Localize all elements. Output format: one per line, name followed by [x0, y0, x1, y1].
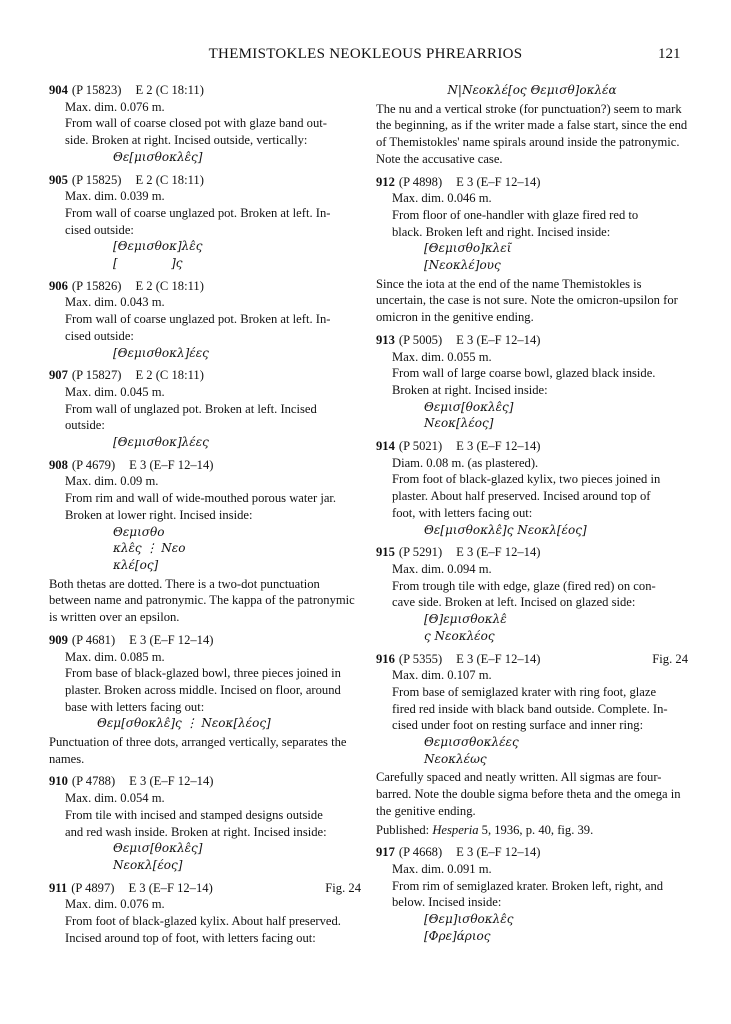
description-line: Max. dim. 0.039 m.: [65, 189, 165, 204]
commentary: Carefully spaced and neatly written. All sigmas are four-barred. Note the double sigma before theta and the omega in the genitive ending.: [376, 770, 681, 818]
description-line: Max. dim. 0.046 m.: [392, 191, 492, 206]
description-line: From wall of large coarse bowl, glazed black inside.: [392, 366, 656, 381]
inventory-number: (P 4681): [71, 632, 116, 647]
inventory-number: (P 4668): [398, 845, 443, 860]
deposit-period: E 3 (E–F 12–14): [129, 632, 214, 647]
deposit-period: E 2 (C 18:11): [135, 83, 204, 97]
figure-reference: Fig. 24: [652, 651, 688, 666]
description-line: cised outside:: [65, 328, 134, 343]
entry-number: 904: [49, 83, 68, 97]
published-label: Published:: [376, 822, 433, 837]
entry-906: [49, 278, 361, 362]
inscription-line: [Θεμ]ισθοκλε̂ς: [424, 912, 514, 927]
description-line: Max. dim. 0.107 m.: [392, 668, 492, 683]
entry-heading: [376, 544, 688, 561]
entry-number: 914: [376, 439, 395, 454]
description-line: cised outside:: [65, 222, 134, 237]
commentary: Both thetas are dotted. There is a two-dot punctuation between name and patronymic. The kappa of the patronymic is written over an epsilon.: [49, 576, 355, 625]
inscription-line: ς Νεοκλέος: [424, 628, 495, 643]
entry-number: 906: [49, 278, 68, 293]
entry-904: [49, 82, 361, 166]
deposit-period: E 3 (E–F 12–14): [456, 545, 541, 560]
inscription-line: Θε[μισθοκλε̂]ς Νεοκλ[έος]: [424, 522, 587, 537]
description-line: Max. dim. 0.055 m.: [392, 349, 492, 364]
description-line: foot, with letters facing out:: [392, 505, 533, 520]
entry-heading: [49, 632, 361, 649]
description-line: Max. dim. 0.043 m.: [65, 295, 165, 310]
inventory-number: (P 15827): [71, 368, 122, 383]
description-line: Max. dim. 0.085 m.: [65, 649, 165, 664]
entry-number: 907: [49, 368, 68, 383]
description-line: From wall of unglazed pot. Broken at left. Incised: [65, 401, 317, 416]
description-line: From wall of coarse unglazed pot. Broken at left. In-: [65, 312, 331, 327]
inscription-line: Θεμισ[θοκλε̂ς]: [424, 399, 514, 414]
deposit-period: E 3 (E–F 12–14): [129, 457, 214, 472]
description-line: Max. dim. 0.076 m.: [65, 99, 165, 114]
entry-912: [376, 174, 688, 326]
entry-heading: [49, 880, 361, 897]
description-line: From rim of semiglazed krater. Broken left, right, and: [392, 878, 664, 893]
inscription-line: Ν|Νεοκλέ[ος Θεμισθ]οκλέα: [447, 83, 617, 97]
commentary: Punctuation of three dots, arranged vertically, separates the names.: [49, 735, 347, 766]
description-line: side. Broken at right. Incised outside, vertically:: [65, 133, 308, 148]
description-line: Max. dim. 0.091 m.: [392, 861, 492, 876]
inscription-line: Νεοκλ[έος]: [113, 857, 183, 872]
inscription-line: [ ]ς: [113, 256, 183, 271]
description-line: From floor of one-handler with glaze fired red to: [392, 207, 639, 222]
entry-number: 912: [376, 174, 395, 189]
running-title: THEMISTOKLES NEOKLEOUS PHREARRIOS: [208, 46, 523, 62]
deposit-period: E 3 (E–F 12–14): [456, 174, 541, 189]
entry-915: [376, 544, 688, 644]
entry-911: [49, 880, 361, 947]
inventory-number: (P 4679): [71, 457, 116, 472]
entry-908: [49, 457, 361, 626]
inventory-number: (P 5291): [398, 545, 443, 560]
inscription-line: Θεμισθο: [113, 524, 165, 539]
entry-heading: [376, 332, 688, 349]
deposit-period: E 3 (E–F 12–14): [456, 845, 541, 860]
description-line: cave side. Broken at left. Incised on glazed side:: [392, 595, 636, 610]
deposit-period: E 3 (E–F 12–14): [456, 651, 541, 666]
description-line: Max. dim. 0.09 m.: [65, 474, 159, 489]
description-line: Max. dim. 0.054 m.: [65, 791, 165, 806]
entry-910: [49, 773, 361, 873]
description-line: plaster. About half preserved. Incised around top of: [392, 489, 651, 504]
entry-heading: [376, 651, 688, 668]
inscription-line: [Θ]εμισθοκλε̂: [424, 612, 507, 627]
page-number: 121: [658, 46, 681, 62]
description-line: outside:: [65, 418, 105, 433]
description-line: Diam. 0.08 m. (as plastered).: [392, 455, 539, 470]
entry-917: [376, 844, 688, 944]
deposit-period: E 3 (E–F 12–14): [456, 439, 541, 454]
left-column: [49, 82, 361, 952]
entry-heading: [49, 457, 361, 474]
entry-916: [376, 651, 688, 839]
inscription-line: [Φρε]άριος: [424, 928, 491, 943]
entry-913: [376, 332, 688, 432]
entry-heading: [49, 773, 361, 790]
inventory-number: (P 5021): [398, 439, 443, 454]
entry-905: [49, 172, 361, 272]
description-line: Broken at right. Incised inside:: [392, 382, 548, 397]
description-line: black. Broken left and right. Incised inside:: [392, 224, 611, 239]
description-line: fired red inside with black band outside. Complete. In-: [392, 701, 668, 716]
description-line: From base of semiglazed krater with ring foot, glaze: [392, 684, 657, 699]
entry-heading: [376, 844, 688, 861]
description-line: and red wash inside. Broken at right. Incised inside:: [65, 824, 327, 839]
entry-number: 908: [49, 457, 68, 472]
entry-907: [49, 367, 361, 451]
inscription-line: [Νεοκλέ]ους: [424, 258, 501, 273]
entry-heading: [49, 367, 361, 384]
description-line: Max. dim. 0.045 m.: [65, 384, 165, 399]
entry-number: 909: [49, 632, 68, 647]
description-line: plaster. Broken across middle. Incised on floor, around: [65, 682, 341, 697]
entry-number: 913: [376, 332, 395, 347]
inscription-line: Θεμ[σθοκλε̂]ς ⋮ Νεοκ[λέος]: [97, 716, 271, 731]
inscription-line: Νεοκλέως: [424, 751, 487, 766]
deposit-period: E 3 (E–F 12–14): [456, 332, 541, 347]
figure-reference: Fig. 24: [325, 880, 361, 895]
inscription-line: [Θεμισθοκλ]έες: [113, 345, 209, 360]
description-line: From base of black-glazed bowl, three pieces joined in: [65, 666, 341, 681]
description-line: From rim and wall of wide-mouthed porous water jar.: [65, 491, 337, 506]
entry-number: 910: [49, 774, 68, 789]
entry-number: 916: [376, 651, 395, 666]
entry-914: [376, 438, 688, 538]
entry-number: 915: [376, 545, 395, 560]
deposit-period: E 2 (C 18:11): [135, 278, 204, 293]
description-line: From tile with incised and stamped designs outside: [65, 807, 323, 822]
inscription-line: Θεμισ[θοκλε̂ς]: [113, 841, 203, 856]
inscription-line: Θε[μισθοκλε̂ς]: [113, 149, 203, 164]
inventory-number: (P 5355): [398, 651, 443, 666]
description-line: From trough tile with edge, glaze (fired red) on con-: [392, 578, 656, 593]
deposit-period: E 3 (E–F 12–14): [128, 880, 213, 895]
description-line: From foot of black-glazed kylix, two pieces joined in: [392, 472, 661, 487]
inventory-number: (P 15823): [71, 83, 122, 97]
deposit-period: E 2 (C 18:11): [135, 368, 204, 383]
entry-909: [49, 632, 361, 768]
inscription-line: κλε̂ς ⋮ Νεο: [113, 541, 186, 556]
right-column: [376, 82, 688, 950]
inscription-line: [Θεμισθο]κλεῖ: [424, 241, 512, 256]
description-line: Incised around top of foot, with letters facing out:: [65, 930, 316, 945]
inventory-number: (P 15825): [71, 172, 122, 187]
inventory-number: (P 5005): [398, 332, 443, 347]
entry-heading: [376, 438, 688, 455]
publication-reference: [376, 822, 688, 839]
entry-number: 917: [376, 845, 395, 860]
published-details: 5, 1936, p. 40, fig. 39.: [478, 822, 594, 837]
description-line: Max. dim. 0.076 m.: [65, 897, 165, 912]
entry-heading: [49, 278, 361, 295]
description-line: From wall of coarse unglazed pot. Broken at left. In-: [65, 205, 331, 220]
entry-heading: [49, 172, 361, 189]
journal-title: Hesperia: [432, 822, 479, 837]
entry-number: 911: [49, 880, 68, 895]
inventory-number: (P 4788): [71, 774, 116, 789]
inventory-number: (P 4898): [398, 174, 443, 189]
description-line: Max. dim. 0.094 m.: [392, 561, 492, 576]
inventory-number: (P 15826): [71, 278, 122, 293]
description-line: cised under foot on resting surface and inner ring:: [392, 718, 644, 733]
description-line: base with letters facing out:: [65, 699, 205, 714]
entry-number: 905: [49, 172, 68, 187]
description-line: From foot of black-glazed kylix. About half preserved.: [65, 914, 341, 929]
deposit-period: E 3 (E–F 12–14): [129, 774, 214, 789]
entry-heading: [376, 174, 688, 191]
description-line: Broken at lower right. Incised inside:: [65, 507, 253, 522]
description-line: below. Incised inside:: [392, 895, 502, 910]
inscription-line: Θεμισσθοκλέες: [424, 735, 519, 750]
inscription-line: [Θεμισθοκ]λε̂ς: [113, 239, 203, 254]
inscription-line: [Θεμισθοκ]λέες: [113, 435, 209, 450]
inscription-line: κλέ[ος]: [113, 557, 159, 572]
description-line: From wall of coarse closed pot with glaze band out-: [65, 116, 327, 131]
commentary: The nu and a vertical stroke (for punctuation?) seem to mark the beginning, as if the writer made a false start, since the end of Themistokles' name spirals around inside the patronymic. Note the accusative case.: [376, 101, 688, 166]
commentary: Since the iota at the end of the name Themistokles is uncertain, the case is not sure. Note the omicron-upsilon for omicron in the genitive ending.: [376, 276, 678, 325]
entry-heading: [49, 82, 361, 99]
inscription-line: Νεοκ[λέος]: [424, 416, 494, 431]
inventory-number: (P 4897): [71, 880, 115, 895]
deposit-period: E 2 (C 18:11): [135, 172, 204, 187]
